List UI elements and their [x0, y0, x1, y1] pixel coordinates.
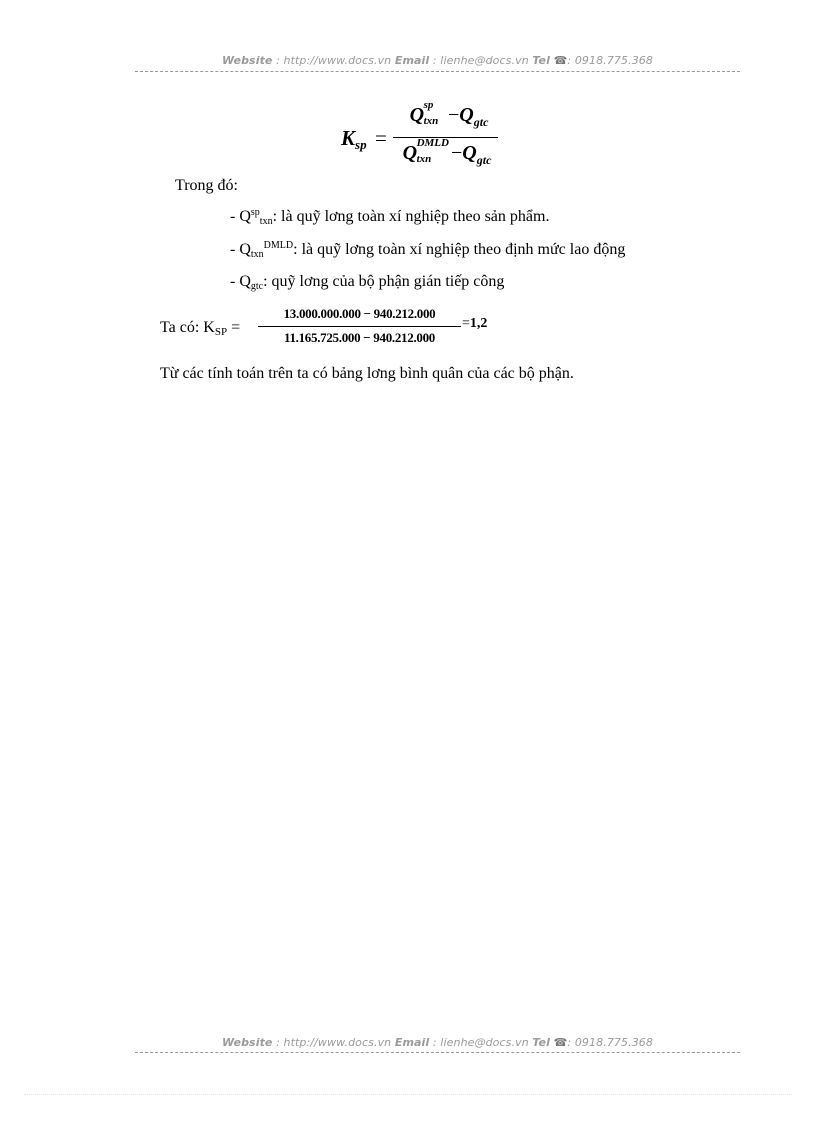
calculation-fraction: [258, 306, 461, 346]
footer-email-label: Email: [394, 1036, 430, 1049]
calculation-denominator: 11.165.725.000 − 940.212.000: [283, 330, 436, 345]
footer-website-url[interactable]: : http://www.docs.vn: [272, 1036, 395, 1049]
formula-numerator: Q sp txn $-Q_{gtc}$: [409, 99, 489, 129]
footer-website-label: Website: [221, 1036, 273, 1049]
phone-icon: ☎: [553, 54, 568, 67]
formula-lhs: $K_{sp}$: [341, 126, 367, 152]
page-header: [135, 54, 740, 67]
footer-rule: [135, 1052, 740, 1053]
header-tel-number: : 0918.775.368: [567, 54, 654, 67]
trong-do-label: Trong đó:: [175, 177, 238, 194]
header-website-label: Website: [221, 54, 273, 67]
page-footer: [135, 1036, 740, 1049]
calculation-fraction-bar: [258, 326, 461, 327]
calculation-result: =1,2: [462, 316, 488, 331]
calculation-numerator: 13.000.000.000 − 940.212.000: [283, 306, 436, 321]
phone-icon: ☎: [553, 1036, 568, 1049]
conclusion-sentence: Từ các tính toán trên ta có bảng lơng bình quân của các bộ phận.: [160, 365, 574, 382]
header-rule: [135, 71, 740, 72]
definition-q-txn-dmld: - Qtxn$^{DMLD}$: là quỹ lơng toàn xí nghiệp theo định mức lao động: [230, 240, 626, 260]
footer-tel-label: Tel: [532, 1036, 550, 1049]
header-tel-label: Tel: [532, 54, 550, 67]
footer-tel-number: : 0918.775.368: [567, 1036, 654, 1049]
definition-q-sp-txn: - $Q^{sp}txn$: là quỹ lơng toàn xí nghiệp theo sản phẩm.: [230, 207, 550, 227]
page-edge: [24, 1094, 792, 1095]
calculation-label: Ta có: KSP =: [160, 319, 241, 338]
formula-equals: =: [375, 126, 387, 150]
definition-q-gtc: - Qgtc: quỹ lơng của bộ phận gián tiếp công: [230, 273, 505, 292]
header-website-url[interactable]: : http://www.docs.vn: [272, 54, 395, 67]
footer-email-address[interactable]: : lienhe@docs.vn: [429, 1036, 533, 1049]
formula-denominator: Q DMLD txn $-Q_{gtc}$: [402, 137, 492, 167]
header-email-address[interactable]: : lienhe@docs.vn: [429, 54, 533, 67]
header-email-label: Email: [394, 54, 430, 67]
